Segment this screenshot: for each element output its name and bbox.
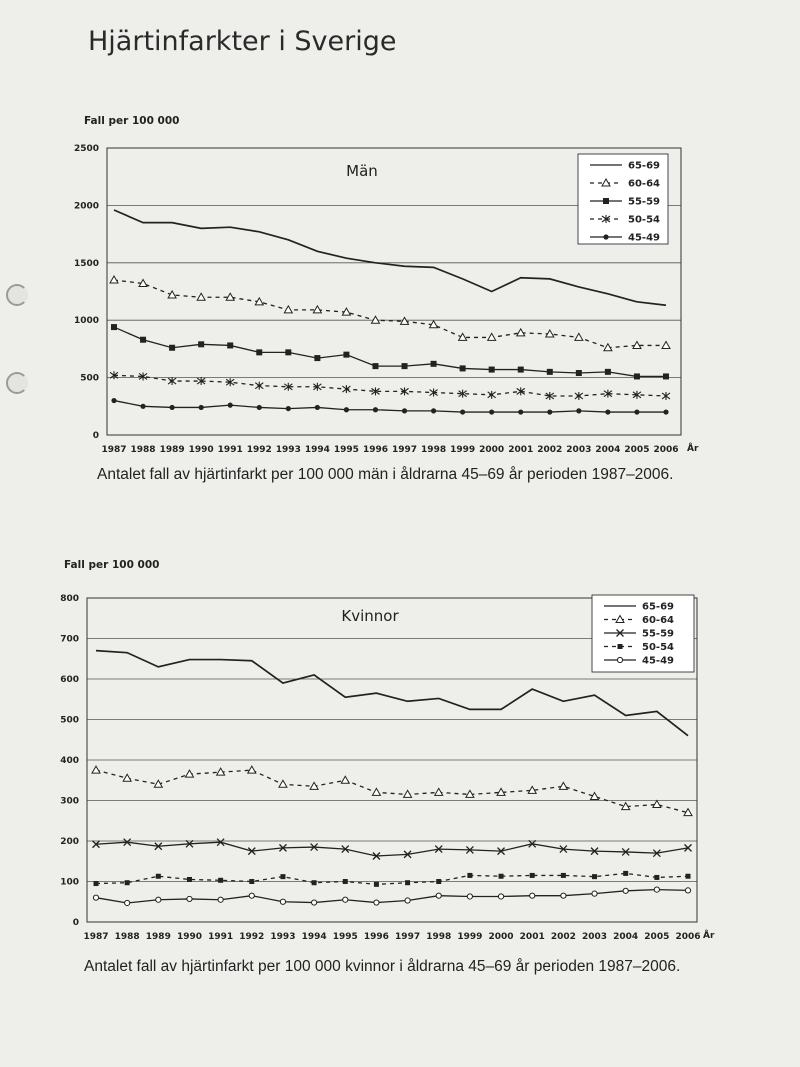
c1-point-60-64-1996 bbox=[372, 788, 380, 795]
c1-point-50-54-1994 bbox=[312, 880, 317, 885]
c0-x-tick-1996: 1996 bbox=[362, 445, 389, 455]
c1-point-50-54-1998 bbox=[436, 879, 441, 884]
c1-point-45-49-1989 bbox=[156, 897, 161, 902]
c1-point-45-49-1991 bbox=[218, 897, 223, 902]
c0-x-tick-2003: 2003 bbox=[566, 445, 592, 455]
c0-x-tick-1999: 1999 bbox=[450, 445, 476, 455]
c1-y-tick-700: 700 bbox=[60, 634, 79, 645]
c1-point-45-49-2005 bbox=[654, 887, 659, 892]
c1-point-60-64-2002 bbox=[559, 782, 567, 789]
c1-x-tick-1997: 1997 bbox=[395, 932, 421, 942]
c1-x-tick-1994: 1994 bbox=[301, 932, 327, 942]
c0-point-55-59-1988 bbox=[140, 337, 146, 343]
c1-x-tick-1995: 1995 bbox=[332, 932, 358, 942]
c1-point-45-49-1993 bbox=[280, 899, 285, 904]
c0-x-tick-1988: 1988 bbox=[130, 445, 156, 455]
c1-series-60-64 bbox=[92, 766, 692, 816]
c0-point-45-49-1998 bbox=[431, 408, 436, 413]
c0-y-tick-0: 0 bbox=[92, 431, 99, 441]
c0-legend-label-55-59: 55-59 bbox=[628, 196, 660, 208]
c0-point-55-59-2003 bbox=[576, 370, 582, 376]
c1-x-tick-2001: 2001 bbox=[519, 932, 545, 942]
c0-point-60-64-1994 bbox=[313, 306, 321, 313]
c0-point-60-64-2000 bbox=[488, 333, 496, 340]
c0-point-45-49-1997 bbox=[402, 408, 407, 413]
c1-point-45-49-1992 bbox=[249, 893, 254, 898]
c0-x-tick-2001: 2001 bbox=[508, 445, 534, 455]
c0-point-45-49-1988 bbox=[140, 404, 145, 409]
c1-y-tick-0: 0 bbox=[72, 918, 79, 928]
c1-point-45-49-1988 bbox=[125, 900, 130, 905]
c0-point-45-49-2002 bbox=[547, 409, 552, 414]
c0-legend-label-65-69: 65-69 bbox=[628, 160, 660, 172]
c0-legend-label-50-54: 50-54 bbox=[628, 214, 660, 226]
c0-point-60-64-1990 bbox=[197, 293, 205, 300]
c1-x-tick-2006: 2006 bbox=[675, 932, 701, 942]
c1-point-50-54-1989 bbox=[156, 874, 161, 879]
c0-point-55-59-1998 bbox=[431, 361, 437, 367]
c1-point-50-54-1993 bbox=[280, 874, 285, 879]
c1-y-tick-300: 300 bbox=[60, 796, 79, 807]
c1-y-tick-500: 500 bbox=[60, 715, 79, 726]
c1-legend-label-55-59: 55-59 bbox=[642, 628, 674, 640]
c1-legend-label-65-69: 65-69 bbox=[642, 601, 674, 613]
c0-point-55-59-1989 bbox=[169, 345, 175, 351]
c1-point-60-64-1995 bbox=[341, 776, 349, 783]
c0-x-tick-1989: 1989 bbox=[159, 445, 185, 455]
c0-point-60-64-1993 bbox=[284, 306, 292, 313]
c1-point-45-49-2002 bbox=[561, 893, 566, 898]
c1-point-45-49-2001 bbox=[530, 893, 535, 898]
c0-y-tick-1000: 1000 bbox=[73, 316, 99, 327]
c0-point-45-49-2000 bbox=[489, 409, 494, 414]
c1-legend-marker-45-49 bbox=[617, 657, 622, 662]
c0-point-55-59-1990 bbox=[198, 341, 204, 347]
c0-x-tick-1998: 1998 bbox=[421, 445, 447, 455]
c0-point-55-59-2005 bbox=[634, 373, 640, 379]
c1-x-tick-1992: 1992 bbox=[239, 932, 265, 942]
c1-x-tick-1991: 1991 bbox=[208, 932, 234, 942]
c1-point-50-54-1992 bbox=[249, 879, 254, 884]
c1-point-45-49-2004 bbox=[623, 888, 628, 893]
c0-point-55-59-1999 bbox=[460, 365, 466, 371]
c0-point-60-64-1996 bbox=[371, 316, 379, 323]
c0-point-45-49-1991 bbox=[228, 403, 233, 408]
c0-y-axis-title: Fall per 100 000 bbox=[84, 115, 180, 127]
c0-series-45-49 bbox=[111, 398, 668, 415]
c1-point-50-54-1999 bbox=[467, 873, 472, 878]
c1-point-50-54-1996 bbox=[374, 882, 379, 887]
c0-x-tick-2005: 2005 bbox=[624, 445, 650, 455]
c1-point-50-54-1991 bbox=[218, 878, 223, 883]
c0-point-55-59-1987 bbox=[111, 324, 117, 330]
c0-point-55-59-1995 bbox=[343, 352, 349, 358]
c1-series-50-54 bbox=[94, 871, 691, 887]
c0-series-50-54 bbox=[110, 371, 670, 400]
c0-point-45-49-1994 bbox=[315, 405, 320, 410]
c1-point-60-64-1993 bbox=[279, 780, 287, 787]
c0-point-45-49-1996 bbox=[373, 407, 378, 412]
c0-series-60-64 bbox=[110, 276, 670, 351]
c0-y-tick-500: 500 bbox=[80, 373, 99, 384]
c0-x-tick-1994: 1994 bbox=[304, 445, 330, 455]
c0-point-45-49-2001 bbox=[518, 409, 523, 414]
c0-point-55-59-1996 bbox=[372, 363, 378, 369]
c0-point-55-59-1997 bbox=[402, 363, 408, 369]
c1-x-tick-1990: 1990 bbox=[176, 932, 203, 942]
c1-legend-marker-50-54 bbox=[618, 644, 623, 649]
c0-legend-label-60-64: 60-64 bbox=[628, 178, 660, 190]
c0-point-60-64-1987 bbox=[110, 276, 118, 283]
c0-point-50-54-1992 bbox=[255, 382, 263, 390]
c0-point-45-49-2006 bbox=[663, 409, 668, 414]
c1-x-tick-2002: 2002 bbox=[550, 932, 576, 942]
c0-point-50-54-2003 bbox=[575, 392, 583, 400]
c1-chart-title: Kvinnor bbox=[341, 607, 399, 625]
c1-point-45-49-1998 bbox=[436, 893, 441, 898]
c1-legend-label-50-54: 50-54 bbox=[642, 642, 674, 653]
c0-series-line-60-64 bbox=[114, 280, 666, 348]
c1-point-60-64-1987 bbox=[92, 766, 100, 773]
c1-point-50-54-2005 bbox=[654, 875, 659, 880]
c0-point-60-64-1997 bbox=[401, 317, 409, 324]
c1-point-45-49-1999 bbox=[467, 894, 472, 899]
c1-y-tick-600: 600 bbox=[60, 675, 79, 685]
c0-point-45-49-1993 bbox=[286, 406, 291, 411]
c0-point-45-49-1990 bbox=[199, 405, 204, 410]
c0-point-45-49-1992 bbox=[257, 405, 262, 410]
c1-point-60-64-1992 bbox=[248, 766, 256, 773]
c0-point-55-59-2004 bbox=[605, 369, 611, 375]
chart-women bbox=[0, 555, 800, 945]
c0-x-tick-2004: 2004 bbox=[595, 445, 621, 455]
c0-point-55-59-1991 bbox=[227, 342, 233, 348]
c1-point-60-64-2005 bbox=[653, 801, 661, 808]
c1-series-line-60-64 bbox=[96, 770, 688, 813]
c0-series-line-50-54 bbox=[114, 375, 666, 396]
c0-point-55-59-2002 bbox=[547, 369, 553, 375]
c1-x-tick-1998: 1998 bbox=[426, 932, 452, 942]
c0-point-55-59-1993 bbox=[285, 349, 291, 355]
c1-point-50-54-2001 bbox=[530, 873, 535, 878]
c1-point-50-54-2000 bbox=[499, 874, 504, 879]
c0-point-50-54-1989 bbox=[168, 377, 176, 385]
c1-y-tick-100: 100 bbox=[60, 877, 79, 888]
c0-x-tick-2002: 2002 bbox=[537, 445, 563, 455]
chart-men bbox=[0, 110, 800, 480]
c0-point-45-49-2003 bbox=[576, 408, 581, 413]
caption-women: Antalet fall av hjärtinfarkt per 100 000 kvinnor i åldrarna 45–69 år perioden 1987–2006. bbox=[84, 958, 681, 975]
c1-x-axis-title: År bbox=[703, 931, 715, 941]
c0-legend-marker-45-49 bbox=[603, 234, 608, 239]
c1-legend-label-60-64: 60-64 bbox=[642, 615, 674, 626]
c1-point-45-49-2000 bbox=[498, 894, 503, 899]
c1-point-60-64-1998 bbox=[435, 788, 443, 795]
c1-y-tick-200: 200 bbox=[60, 837, 79, 847]
c1-point-45-49-1987 bbox=[93, 895, 98, 900]
c0-x-tick-1997: 1997 bbox=[391, 445, 418, 455]
c1-point-50-54-2006 bbox=[686, 874, 691, 879]
c1-series-line-55-59 bbox=[96, 842, 688, 856]
c0-y-tick-1500: 1500 bbox=[73, 258, 99, 269]
c1-point-45-49-1996 bbox=[374, 900, 379, 905]
c1-series-55-59 bbox=[93, 839, 692, 860]
c0-x-tick-1987: 1987 bbox=[101, 445, 127, 455]
c1-point-45-49-1995 bbox=[343, 897, 348, 902]
c1-point-50-54-1997 bbox=[405, 880, 410, 885]
c0-x-tick-1990: 1990 bbox=[188, 445, 214, 455]
c0-y-tick-2500: 2500 bbox=[73, 144, 99, 154]
c1-x-tick-1988: 1988 bbox=[114, 932, 140, 942]
c0-x-tick-1992: 1992 bbox=[246, 445, 272, 455]
c0-series-line-45-49 bbox=[114, 401, 666, 412]
caption-men: Antalet fall av hjärtinfarkt per 100 000 män i åldrarna 45–69 år perioden 1987–2006. bbox=[97, 466, 674, 483]
c1-point-45-49-1997 bbox=[405, 898, 410, 903]
c1-point-45-49-1994 bbox=[312, 900, 317, 905]
c0-point-45-49-1999 bbox=[460, 409, 465, 414]
c0-point-45-49-2004 bbox=[605, 409, 610, 414]
c0-point-60-64-1999 bbox=[459, 333, 467, 340]
c1-series-line-50-54 bbox=[96, 873, 688, 884]
c0-x-axis-title: År bbox=[687, 444, 699, 454]
c0-point-55-59-2000 bbox=[489, 367, 495, 373]
c0-legend-label-45-49: 45-49 bbox=[628, 232, 660, 244]
c0-x-tick-2000: 2000 bbox=[479, 445, 505, 455]
c1-point-45-49-2006 bbox=[685, 888, 690, 893]
c0-series-line-55-59 bbox=[114, 327, 666, 376]
c0-chart-title: Män bbox=[346, 162, 378, 180]
c1-point-50-54-2003 bbox=[592, 874, 597, 879]
c1-y-tick-800: 800 bbox=[60, 594, 79, 604]
c1-x-tick-1989: 1989 bbox=[145, 932, 171, 942]
c0-x-tick-1995: 1995 bbox=[333, 445, 359, 455]
c0-point-55-59-1992 bbox=[256, 349, 262, 355]
c1-point-60-64-1988 bbox=[123, 774, 131, 781]
c0-point-55-59-1994 bbox=[314, 355, 320, 361]
c1-point-50-54-1990 bbox=[187, 877, 192, 882]
c0-x-tick-1991: 1991 bbox=[217, 445, 243, 455]
c0-point-50-54-2000 bbox=[488, 391, 496, 399]
c0-point-45-49-2005 bbox=[634, 409, 639, 414]
c1-x-tick-1996: 1996 bbox=[363, 932, 389, 942]
c0-point-45-49-1987 bbox=[111, 398, 116, 403]
c0-y-tick-2000: 2000 bbox=[73, 201, 99, 212]
c1-point-50-54-2004 bbox=[623, 871, 628, 876]
c1-x-tick-1993: 1993 bbox=[270, 932, 296, 942]
c0-point-55-59-2006 bbox=[663, 373, 669, 379]
c1-x-tick-2003: 2003 bbox=[581, 932, 608, 942]
c1-legend-label-45-49: 45-49 bbox=[642, 655, 674, 667]
c1-point-45-49-2003 bbox=[592, 891, 597, 896]
c1-point-50-54-1995 bbox=[343, 879, 348, 884]
c1-point-45-49-1990 bbox=[187, 896, 192, 901]
c1-series-45-49 bbox=[93, 887, 690, 906]
c1-point-50-54-1988 bbox=[125, 880, 130, 885]
c0-point-60-64-2006 bbox=[662, 341, 670, 348]
c0-point-55-59-2001 bbox=[518, 367, 524, 373]
c0-legend-marker-55-59 bbox=[603, 198, 609, 204]
c1-x-tick-2005: 2005 bbox=[644, 932, 670, 942]
page-title: Hjärtinfarkter i Sverige bbox=[88, 26, 397, 57]
c0-point-60-64-2003 bbox=[575, 333, 583, 340]
c1-x-tick-2000: 2000 bbox=[488, 932, 514, 942]
c0-point-45-49-1989 bbox=[170, 405, 175, 410]
c1-point-50-54-2002 bbox=[561, 873, 566, 878]
c0-x-tick-2006: 2006 bbox=[653, 445, 679, 455]
c1-series-line-45-49 bbox=[96, 890, 688, 903]
c0-point-45-49-1995 bbox=[344, 407, 349, 412]
c1-y-axis-title: Fall per 100 000 bbox=[64, 559, 160, 571]
c0-x-tick-1993: 1993 bbox=[275, 445, 301, 455]
c0-series-55-59 bbox=[111, 324, 669, 379]
c1-point-50-54-1987 bbox=[94, 881, 99, 886]
c1-x-tick-1987: 1987 bbox=[83, 932, 109, 942]
c1-x-tick-2004: 2004 bbox=[613, 932, 639, 942]
c1-y-tick-400: 400 bbox=[60, 756, 79, 766]
c1-x-tick-1999: 1999 bbox=[457, 932, 483, 942]
c0-point-50-54-2006 bbox=[662, 392, 670, 400]
